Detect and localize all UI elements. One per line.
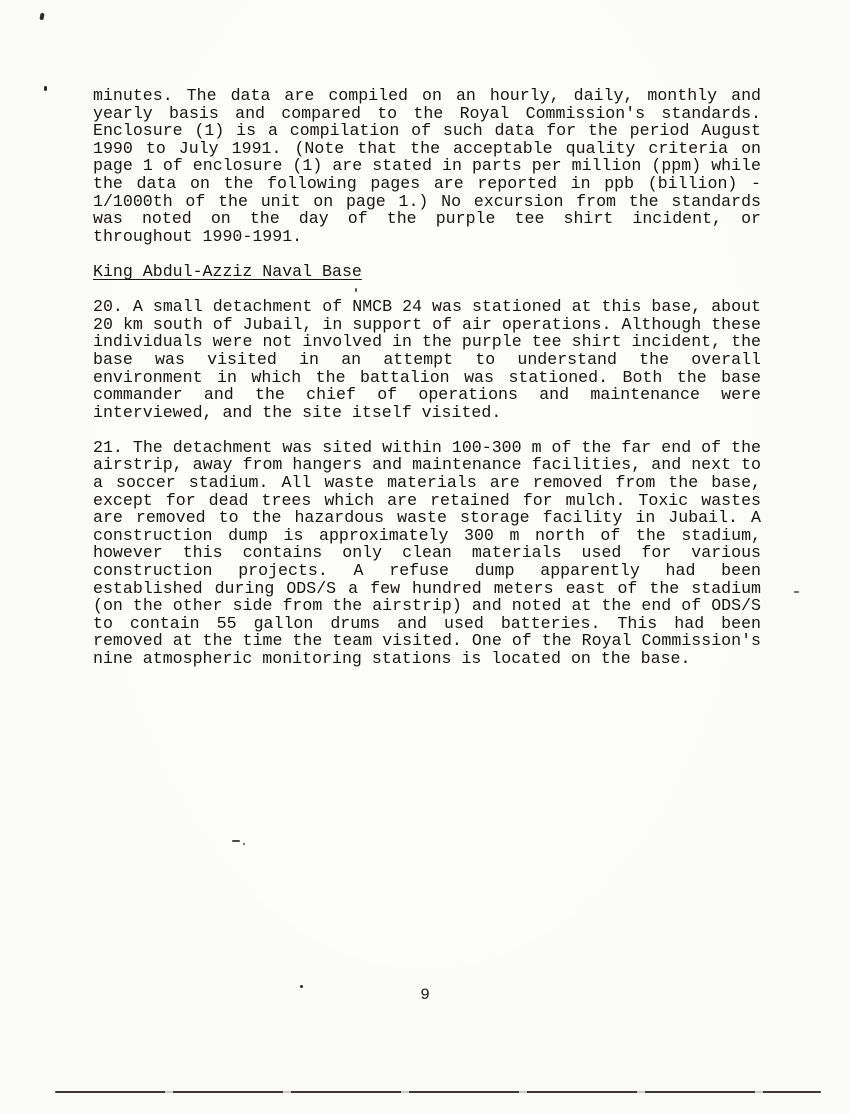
scan-artifact-footer-dot: [300, 985, 303, 988]
scan-artifact-top-left-mark: [39, 13, 44, 21]
page-body-text: [93, 87, 761, 685]
scan-artifact-left-margin-dot: [44, 86, 47, 91]
scan-artifact-bottom-line: [55, 1091, 821, 1093]
scan-artifact-dash-mark: [232, 840, 240, 842]
paragraph-21: 21. The detachment was sited within 100-300 m of the far end of the airstrip, away from hangers and maintenance facilities, and next to a soccer stadium. All waste materials are removed from the base, except for dead trees which are retained for mulch. Toxic wastes are removed to the hazardous waste storage facility in Jubail. A construction dump is approximately 300 m north of the stadium, however this contains only clean materials used for various construction projects. A refuse dump apparently had been established during ODS/S a few hundred meters east of the stadium (on the other side from the airstrip) and noted at the end of ODS/S to contain 55 gallon drums and used batteries. This had been removed at the time the team visited. One of the Royal Commission's nine atmospheric monitoring stations is located on the base.: [93, 437, 761, 668]
paragraph-continuation: minutes. The data are compiled on an hourly, daily, monthly and yearly basis and compared to the Royal Commission's standards. Enclosure (1) is a compilation of such data for the period August 1990 to July 1991. (Note that the acceptable quality criteria on page 1 of enclosure (1) are stated in parts per million (ppm) while the data on the following pages are reported in ppb (billion) - 1/1000th of the unit on page 1.) No excursion from the standards was noted on the day of the purple tee shirt incident, or throughout 1990-1991.: [93, 86, 761, 246]
scan-artifact-dash-dot: [243, 843, 245, 845]
scan-artifact-mid-speck: [355, 288, 357, 292]
scan-artifact-right-speck: [794, 591, 799, 593]
page-number: 9: [420, 986, 430, 1004]
paragraph-20: 20. A small detachment of NMCB 24 was stationed at this base, about 20 km south of Jubail, in support of air operations. Although these individuals were not involved in the purple tee shirt incident, the base was visited in an attempt to understand the overall environment in which the battalion was stationed. Both the base commander and the chief of operations and maintenance were interviewed, and the site itself visited.: [93, 297, 761, 422]
section-heading: King Abdul-Azziz Naval Base: [93, 261, 362, 281]
